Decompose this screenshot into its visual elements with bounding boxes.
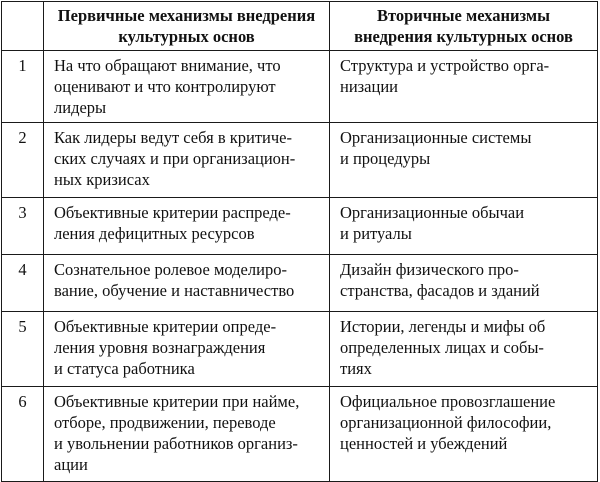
table-row xyxy=(2,198,598,255)
header-primary-line: Первичные механизмы внедрения xyxy=(57,6,316,25)
cell-line: низации xyxy=(340,77,398,96)
cell-line: ации xyxy=(54,455,88,474)
table-row xyxy=(2,312,598,387)
cell-line: ления дефицитных ресурсов xyxy=(54,224,255,243)
cell-line: отборе, продвижении, переводе xyxy=(54,413,276,432)
primary-mechanism-cell xyxy=(44,255,330,312)
header-row xyxy=(2,2,598,51)
row-number: 3 xyxy=(2,198,44,255)
header-secondary-mechanisms xyxy=(330,2,598,51)
secondary-mechanism-cell xyxy=(330,387,598,482)
cell-line: Сознательное ролевое моделиро- xyxy=(54,260,287,279)
secondary-mechanism-cell xyxy=(330,312,598,387)
cell-line: Объективные критерии при найме, xyxy=(54,392,300,411)
cell-line: ских случаях и при организацион- xyxy=(54,149,296,168)
cell-line: Истории, легенды и мифы об xyxy=(340,317,546,336)
cell-line: и увольнении работников организ- xyxy=(54,434,298,453)
cell-line: и статуса работника xyxy=(54,359,195,378)
cell-line: лидеры xyxy=(54,98,107,117)
cell-line: организационной философии, xyxy=(340,413,552,432)
cell-line: и ритуалы xyxy=(340,224,412,243)
cell-line: На что обращают внимание, что xyxy=(54,56,281,75)
cell-line: странства, фасадов и зданий xyxy=(340,281,540,300)
cell-line: ных кризисах xyxy=(54,170,150,189)
cell-line: ления уровня вознаграждения xyxy=(54,338,266,357)
secondary-mechanism-cell xyxy=(330,255,598,312)
cell-line: Официальное провозглашение xyxy=(340,392,556,411)
row-number: 2 xyxy=(2,123,44,198)
header-primary-mechanisms xyxy=(44,2,330,51)
table-row xyxy=(2,387,598,482)
row-number: 5 xyxy=(2,312,44,387)
cell-line: Объективные критерии опреде- xyxy=(54,317,277,336)
cell-line: Как лидеры ведут себя в критиче- xyxy=(54,128,292,147)
primary-mechanism-cell xyxy=(44,312,330,387)
primary-mechanism-cell xyxy=(44,387,330,482)
header-number xyxy=(2,2,44,51)
cell-line: тиях xyxy=(340,359,372,378)
header-secondary-line: Вторичные механизмы xyxy=(376,6,551,25)
header-primary-line: культурных основ xyxy=(118,27,255,46)
primary-mechanism-cell xyxy=(44,51,330,123)
mechanisms-table xyxy=(1,1,598,482)
secondary-mechanism-cell xyxy=(330,123,598,198)
cell-line: Организационные системы xyxy=(340,128,532,147)
row-number: 1 xyxy=(2,51,44,123)
cell-line: Структура и устройство орга- xyxy=(340,56,550,75)
cell-line: Организационные обычаи xyxy=(340,203,525,222)
table-row xyxy=(2,51,598,123)
cell-line: оценивают и что контролируют xyxy=(54,77,276,96)
cell-line: Объективные критерии распреде- xyxy=(54,203,291,222)
primary-mechanism-cell xyxy=(44,198,330,255)
row-number: 4 xyxy=(2,255,44,312)
cell-line: ценностей и убеждений xyxy=(340,434,508,453)
table-row xyxy=(2,123,598,198)
table-row xyxy=(2,255,598,312)
cell-line: вание, обучение и наставничество xyxy=(54,281,295,300)
secondary-mechanism-cell xyxy=(330,198,598,255)
row-number: 6 xyxy=(2,387,44,482)
cell-line: Дизайн физического про- xyxy=(340,260,519,279)
header-secondary-line: внедрения культурных основ xyxy=(354,27,573,46)
secondary-mechanism-cell xyxy=(330,51,598,123)
cell-line: определенных лицах и собы- xyxy=(340,338,544,357)
primary-mechanism-cell xyxy=(44,123,330,198)
cell-line: и процедуры xyxy=(340,149,431,168)
